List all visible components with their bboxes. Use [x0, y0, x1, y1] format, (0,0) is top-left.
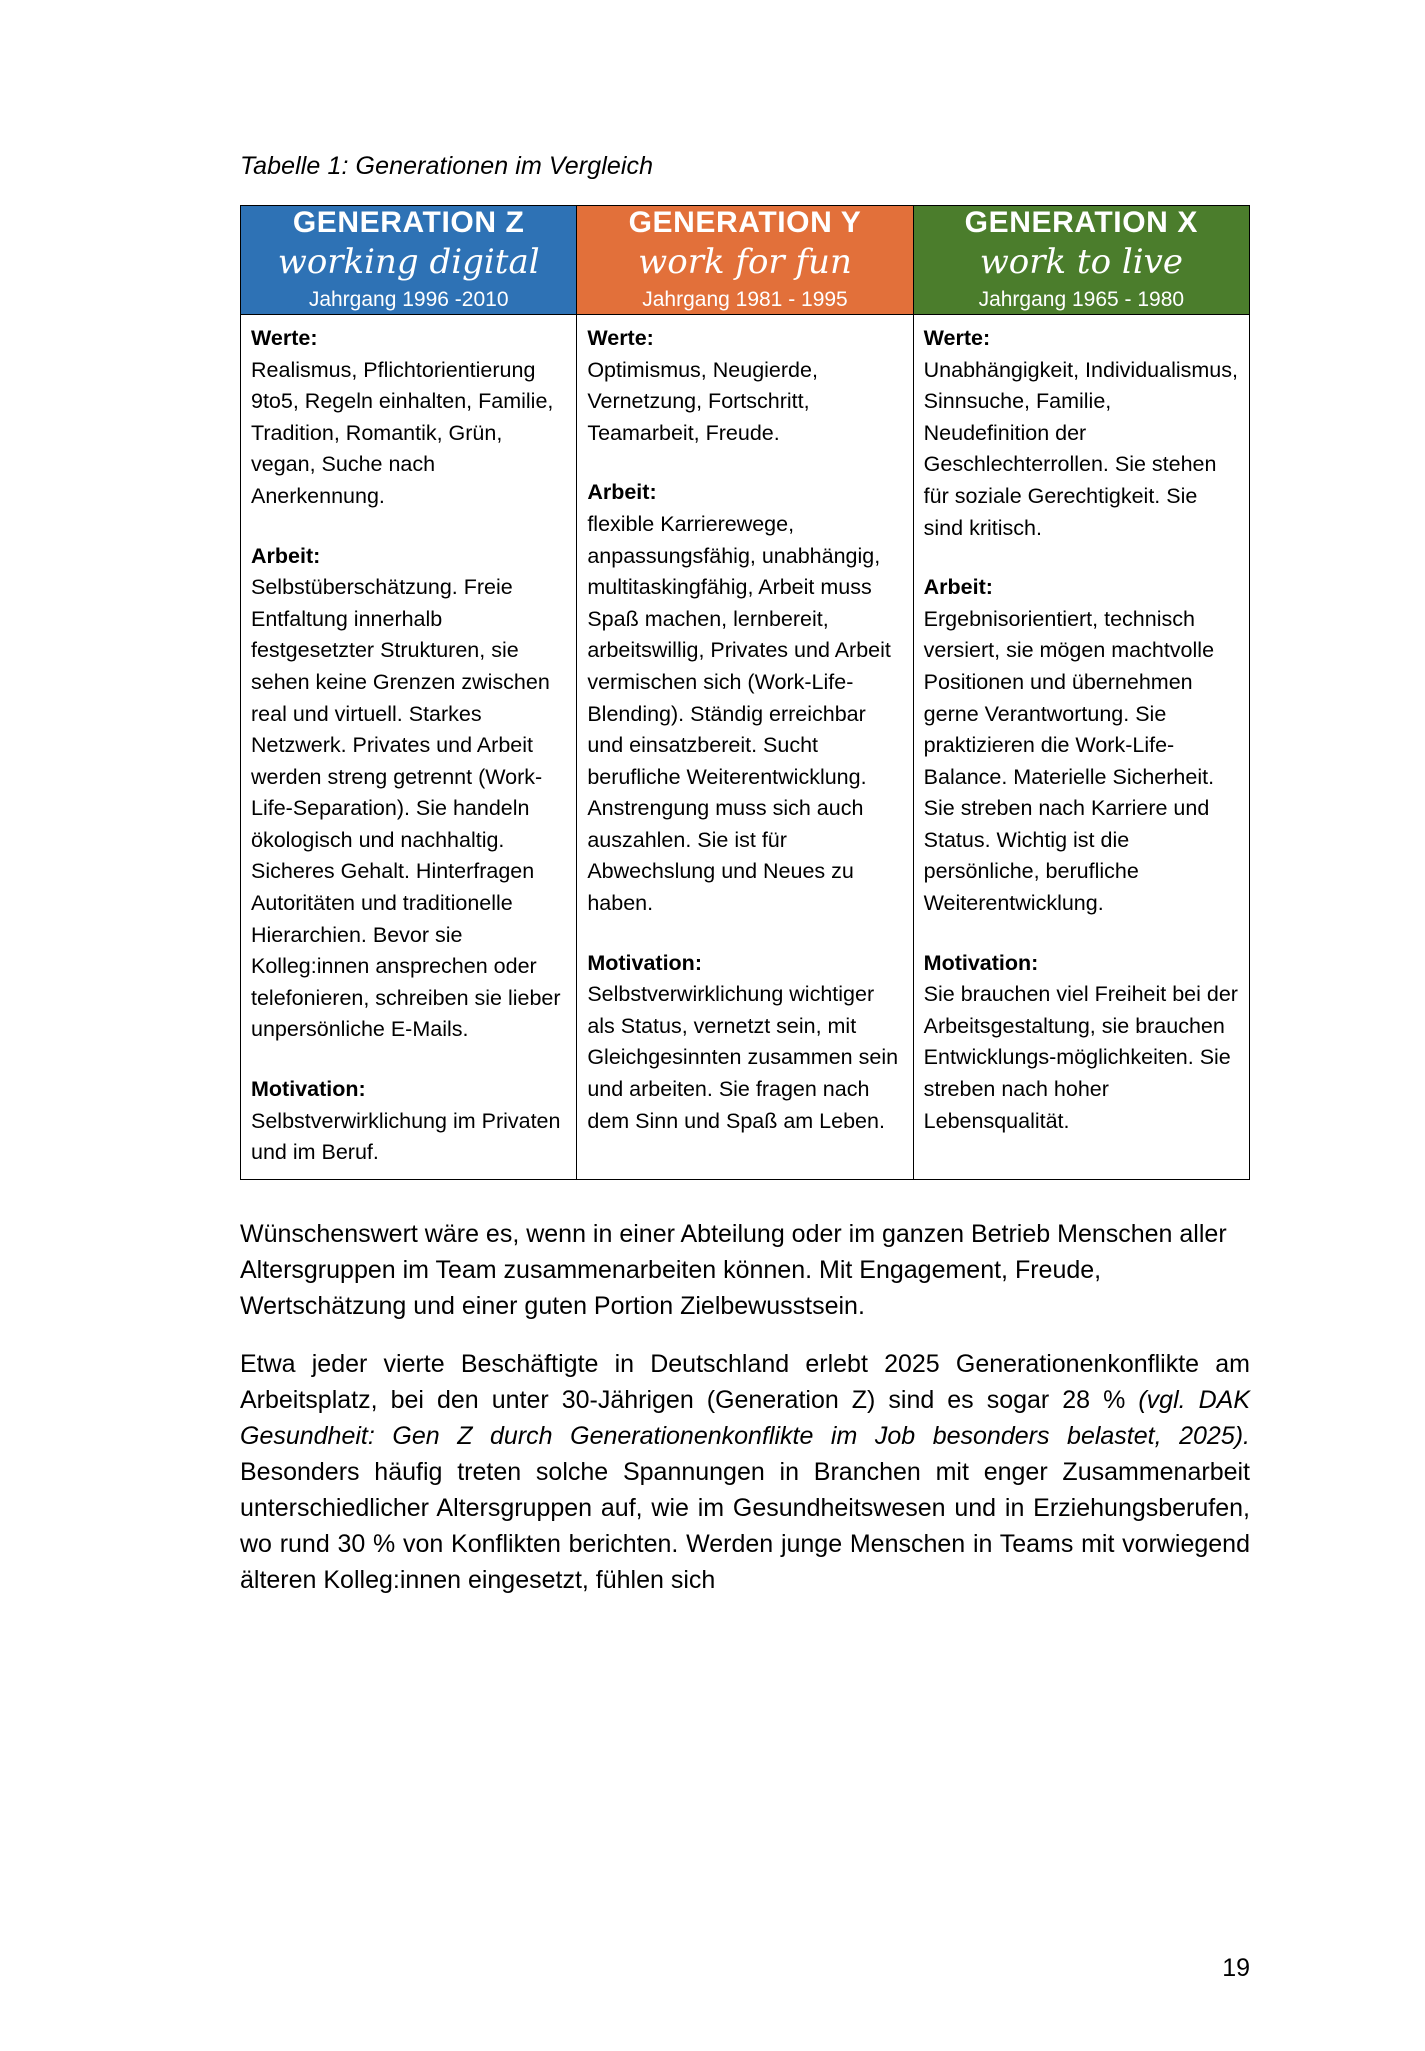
table-cell-gen-x [913, 314, 1249, 1179]
gen-x-title: GENERATION X [964, 205, 1198, 239]
gen-y-motivation [587, 948, 902, 1138]
table-cell-gen-y [577, 314, 913, 1179]
gen-x-arbeit-text: Ergebnisorientiert, technisch versiert, sie mögen machtvolle Positionen und übernehmen gerne Verantwortung. Sie praktizieren die Work-Life-Balance. Materielle Sicherheit. Sie streben nach Karriere und Status. Wichtig ist die persönliche, berufliche Weiterentwicklung. [923, 606, 1215, 916]
gen-z-title: GENERATION Z [292, 205, 525, 239]
table-header-row [241, 205, 1250, 314]
gen-y-motivation-label: Motivation: [587, 950, 702, 975]
paragraph-1: Wünschenswert wäre es, wenn in einer Abteilung oder im ganzen Betrieb Menschen aller Altersgruppen im Team zusammenarbeiten können. Mit Engagement, Freude, Wertschätzung und einer guten Portion Zielbewusstsein. [240, 1219, 1227, 1320]
gen-z-motivation-label: Motivation: [251, 1077, 366, 1102]
gen-y-slogan: work for fun [638, 242, 852, 282]
table-header-gen-z [241, 205, 577, 314]
generations-comparison-table [240, 205, 1250, 1180]
gen-x-arbeit [924, 572, 1239, 920]
gen-y-arbeit-text: flexible Karrierewege, anpassungsfähig, unabhängig, multitaskingfähig, Arbeit muss Spaß machen, lernbereit, arbeitswillig, Privates und Arbeit vermischen sich (Work-Life-Blending). Ständig erreichbar und einsatzbereit. Sucht berufliche Weiterentwicklung. Anstrengung muss sich auch auszahlen. Sie ist für Abwechslung und Neues zu haben. [587, 511, 891, 916]
gen-z-slogan: working digital [277, 242, 540, 282]
gen-y-werte-text: Optimismus, Neugierde, Vernetzung, Fortschritt, Teamarbeit, Freude. [587, 357, 818, 445]
gen-x-werte-label: Werte: [923, 325, 991, 350]
gen-x-motivation [924, 948, 1239, 1138]
gen-y-werte-label: Werte: [587, 325, 654, 350]
gen-z-years: Jahrgang 1996 -2010 [308, 287, 509, 311]
gen-z-werte [251, 323, 566, 513]
gen-x-arbeit-label: Arbeit: [923, 575, 993, 600]
paragraph-2-part1: Etwa jeder vierte Beschäftigte in Deutschland erlebt 2025 Generationenkonflikte am Arbeitsplatz, bei den unter 30-Jährigen (Generation Z) sind es sogar 28 % [240, 1349, 1250, 1414]
table-header-gen-x [913, 205, 1249, 314]
paragraph-2-citation: (vgl. DAK Gesundheit: Gen Z durch Generationenkonflikte im Job besonders belastet, 2025). [240, 1385, 1250, 1450]
paragraph-2-part2: Besonders häufig treten solche Spannungen in Branchen mit enger Zusammenarbeit unterschiedlicher Altersgruppen auf, wie im Gesundheitswesen und in Erziehungsberufen, wo rund 30 % von Konflikten berichten. Werden junge Menschen in Teams mit vorwiegend älteren Kolleg:innen eingesetzt, fühlen sich [240, 1457, 1250, 1594]
table-body-row [241, 314, 1250, 1179]
gen-z-arbeit [251, 541, 566, 1047]
page-number: 19 [1222, 1954, 1250, 1982]
gen-x-years: Jahrgang 1965 - 1980 [978, 287, 1185, 311]
gen-z-werte-text: Realismus, Pflichtorientierung 9to5, Regeln einhalten, Familie, Tradition, Romantik, Grün, vegan, Suche nach Anerkennung. [251, 357, 554, 508]
gen-x-werte [924, 323, 1239, 544]
table-cell-gen-z [241, 314, 577, 1179]
table-caption: Tabelle 1: Generationen im Vergleich [240, 152, 654, 180]
gen-y-motivation-text: Selbstverwirklichung wichtiger als Status, vernetzt sein, mit Gleichgesinnten zusammen sein und arbeiten. Sie fragen nach dem Sinn und Spaß am Leben. [587, 982, 899, 1133]
gen-x-slogan: work to live [979, 242, 1183, 282]
gen-y-title: GENERATION Y [628, 205, 862, 239]
gen-x-motivation-text: Sie brauchen viel Freiheit bei der Arbeitsgestaltung, sie brauchen Entwicklungs-möglichkeiten. Sie streben nach hoher Lebensqualität. [923, 982, 1238, 1133]
paragraph-2 [240, 1346, 1250, 1598]
gen-y-werte [587, 323, 902, 449]
gen-y-arbeit-label: Arbeit: [587, 480, 657, 505]
gen-z-motivation [251, 1074, 566, 1169]
gen-y-years: Jahrgang 1981 - 1995 [642, 287, 848, 311]
body-text [240, 1216, 1250, 1598]
gen-x-motivation-label: Motivation: [923, 950, 1039, 975]
gen-z-arbeit-label: Arbeit: [251, 543, 321, 568]
gen-y-arbeit [587, 477, 902, 919]
gen-z-motivation-text: Selbstverwirklichung im Privaten und im Beruf. [251, 1108, 561, 1165]
gen-z-arbeit-text: Selbstüberschätzung. Freie Entfaltung innerhalb festgesetzter Strukturen, sie sehen keine Grenzen zwischen real und virtuell. Starkes Netzwerk. Privates und Arbeit werden streng getrennt (Work-Life-Separation). Sie handeln ökologisch und nachhaltig. Sicheres Gehalt. Hinterfragen Autoritäten und traditionelle Hierarchien. Bevor sie Kolleg:innen ansprechen oder telefonieren, schreiben sie lieber unpersönliche E-Mails. [251, 575, 561, 1042]
gen-x-werte-text: Unabhängigkeit, Individualismus, Sinnsuche, Familie, Neudefinition der Geschlechterrollen. Sie stehen für soziale Gerechtigkeit. Sie sind kritisch. [923, 357, 1238, 540]
table-header-gen-y [577, 205, 913, 314]
gen-z-werte-label: Werte: [251, 325, 318, 350]
